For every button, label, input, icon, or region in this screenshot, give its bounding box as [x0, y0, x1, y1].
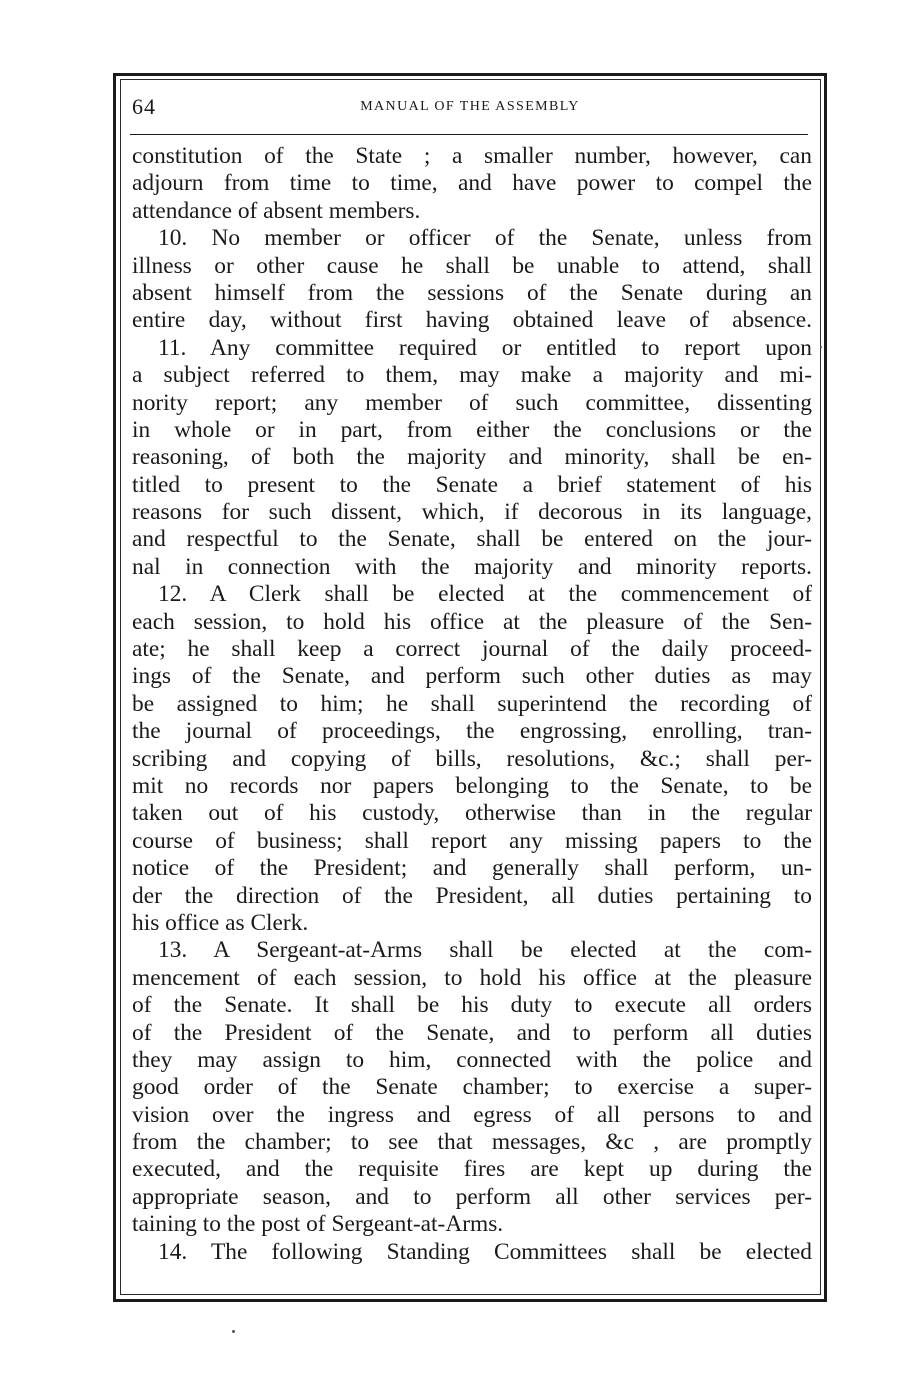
text-line: mit no records nor papers belonging to the Senate, to be [132, 772, 812, 799]
text-line: good order of the Senate chamber; to exercise a super- [132, 1074, 812, 1101]
text-line: they may assign to him, connected with the police and [132, 1046, 812, 1073]
text-line: adjourn from time to time, and have power to compel the [132, 170, 812, 197]
text-line: the journal of proceedings, the engrossing, enrolling, tran- [132, 718, 812, 745]
text-line: ate; he shall keep a correct journal of the daily proceed- [132, 636, 812, 663]
text-line: reasons for such dissent, which, if decorous in its language, [132, 499, 812, 526]
text-line: course of business; shall report any missing papers to the [132, 827, 812, 854]
paper-speck [232, 1330, 235, 1333]
text-line: appropriate season, and to perform all other services per- [132, 1183, 812, 1210]
rule-12-line: 12. A Clerk shall be elected at the commencement of [158, 581, 812, 608]
page-number: 64 [132, 94, 156, 119]
text-line: each session, to hold his office at the pleasure of the Sen- [132, 608, 812, 635]
text-line: nal in connection with the majority and minority reports. [132, 553, 812, 580]
text-line: scribing and copying of bills, resolutions, &c.; shall per- [132, 745, 812, 772]
text-line: der the direction of the President, all duties pertaining to [132, 882, 812, 909]
text-line: entire day, without first having obtained leave of absence. [132, 307, 812, 334]
text-line: absent himself from the sessions of the Senate during an [132, 279, 812, 306]
rule-14-line: 14. The following Standing Committees shall be elected [158, 1238, 812, 1265]
text-line: ings of the Senate, and perform such other duties as may [132, 663, 812, 690]
header-rule [130, 134, 808, 135]
text-line: titled to present to the Senate a brief statement of his [132, 471, 812, 498]
text-line: nority report; any member of such committee, dissenting [132, 389, 812, 416]
body-text [132, 143, 812, 1266]
text-line: vision over the ingress and egress of all persons to and [132, 1101, 812, 1128]
text-line: reasoning, of both the majority and minority, shall be en- [132, 444, 812, 471]
running-title: MANUAL OF THE ASSEMBLY [360, 99, 580, 114]
text-line: notice of the President; and generally shall perform, un- [132, 855, 812, 882]
text-line: taken out of his custody, otherwise than in the regular [132, 800, 812, 827]
text-line: taining to the post of Sergeant-at-Arms. [132, 1211, 504, 1238]
text-line: be assigned to him; he shall superintend the recording of [132, 690, 812, 717]
text-line: executed, and the requisite fires are kept up during the [132, 1156, 812, 1183]
text-line: attendance of absent members. [132, 197, 421, 224]
rule-10-line: 10. No member or officer of the Senate, unless from [158, 225, 812, 252]
paper-speck [820, 346, 822, 348]
page-header [130, 94, 810, 124]
text-line: in whole or in part, from either the conclusions or the [132, 416, 812, 443]
text-line: of the President of the Senate, and to perform all duties [132, 1019, 812, 1046]
text-line: constitution of the State ; a smaller number, however, can [132, 143, 812, 169]
text-line: and respectful to the Senate, shall be entered on the jour- [132, 526, 812, 553]
text-line: of the Senate. It shall be his duty to execute all orders [132, 992, 812, 1019]
text-line: his office as Clerk. [132, 909, 309, 936]
text-line: from the chamber; to see that messages, &c , are promptly [132, 1129, 812, 1156]
rule-13-line: 13. A Sergeant-at-Arms shall be elected at the com- [158, 937, 812, 964]
text-line: a subject referred to them, may make a majority and mi- [132, 362, 812, 389]
text-line: mencement of each session, to hold his office at the pleasure [132, 964, 812, 991]
text-line: illness or other cause he shall be unable to attend, shall [132, 252, 812, 279]
rule-11-line: 11. Any committee required or entitled to report upon [158, 334, 812, 361]
